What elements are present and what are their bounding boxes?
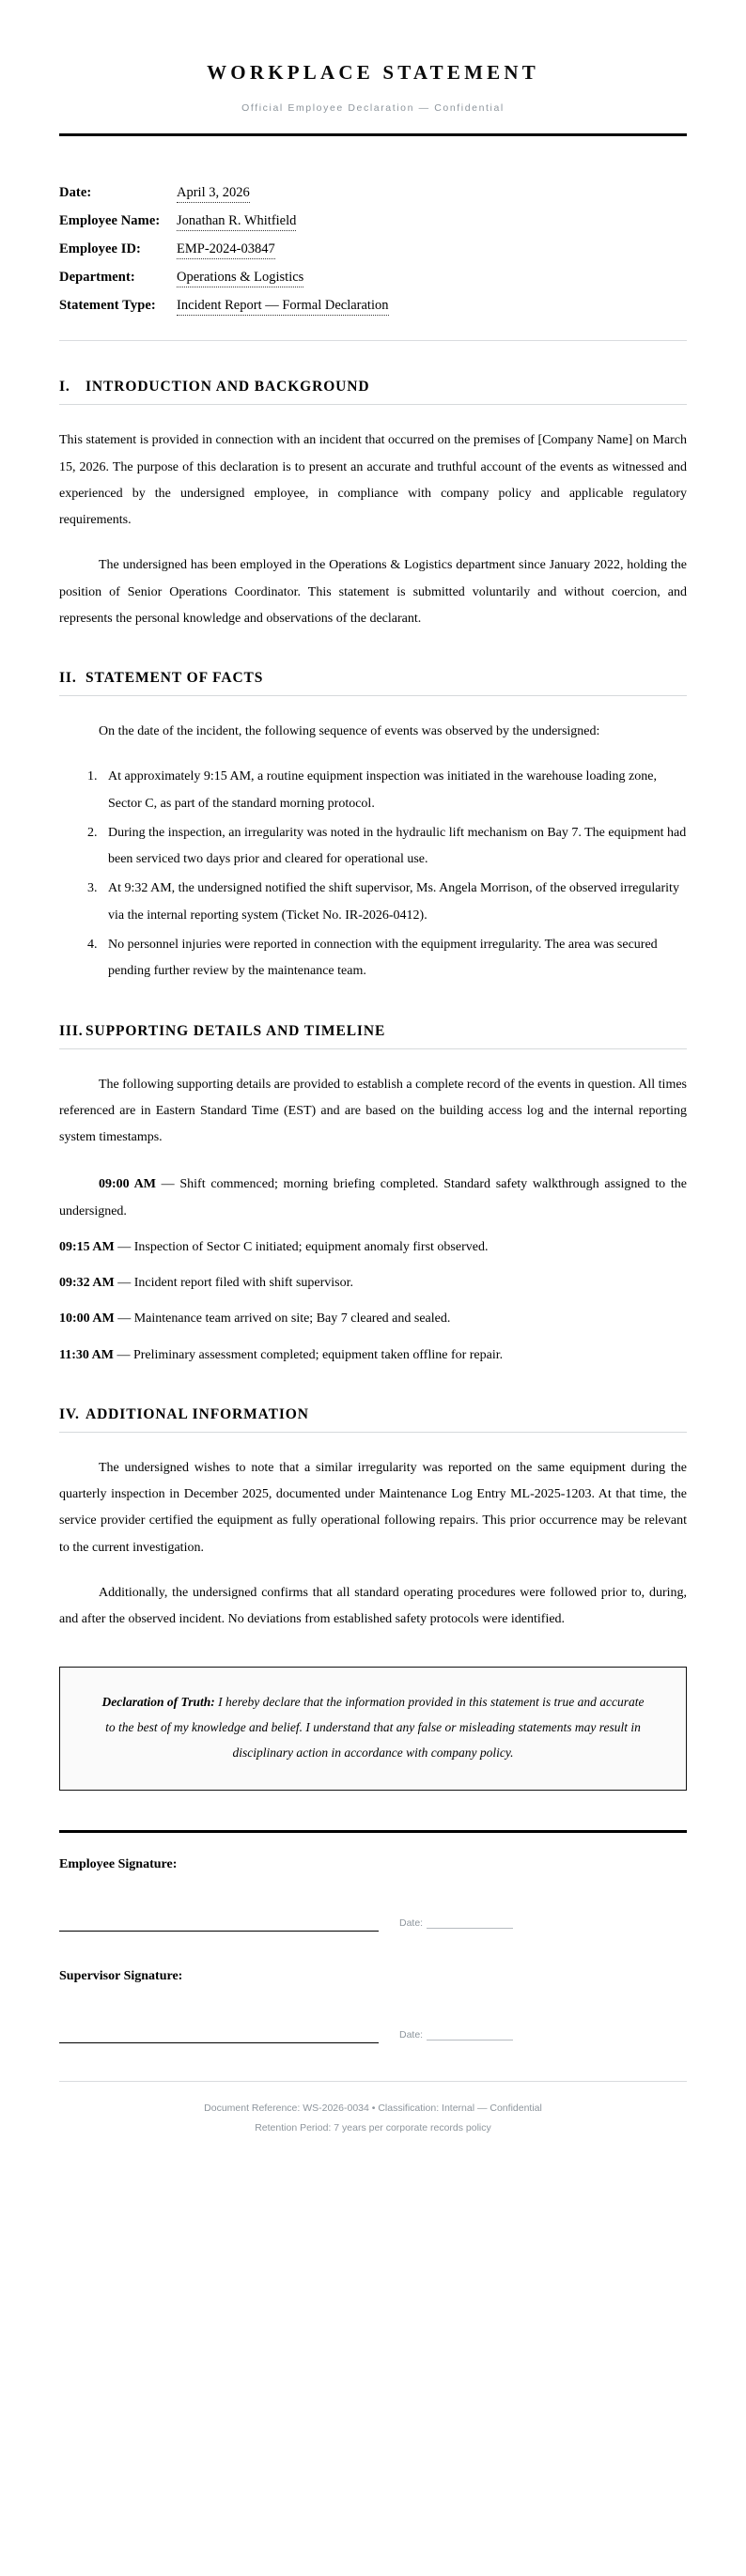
facts-list xyxy=(59,764,687,985)
section-numeral: III. xyxy=(59,1022,84,1039)
timeline-text: Maintenance team arrived on site; Bay 7 cleared and sealed. xyxy=(133,1311,451,1327)
date-blank-line[interactable] xyxy=(427,1918,513,1929)
section-numeral: IV. xyxy=(59,1405,80,1422)
declaration-of-truth-box xyxy=(59,1667,687,1791)
section-divider xyxy=(59,1048,687,1049)
declaration-body: I hereby declare that the information provided in this statement is true and accurate to the best of my knowledge and belief. I understand that any false or misleading statements may result in disciplinary action in accordance with company policy. xyxy=(105,1695,645,1761)
metadata-row-date xyxy=(59,185,687,203)
list-item: 3. At 9:32 AM, the undersigned notified the shift supervisor, Ms. Angela Morrison, of the observed irregularity via the internal reporting system (Ticket No. IR-2026-0412). xyxy=(101,876,687,929)
page-title: WORKPLACE STATEMENT xyxy=(207,61,539,84)
metadata-row-employee-id xyxy=(59,241,687,259)
metadata-value-employee-id: EMP-2024-03847 xyxy=(177,241,275,259)
section-heading-supporting-details xyxy=(59,1023,687,1040)
additional-paragraph-2: Additionally, the undersigned confirms that all standard operating procedures were followed prior to, during, and after the observed incident. No deviations from established safety protocols were identified. xyxy=(59,1585,687,1627)
section-additional-information xyxy=(59,1406,687,1634)
metadata-value-date: April 3, 2026 xyxy=(177,185,250,203)
employee-signature-label: Employee Signature: xyxy=(59,1857,178,1872)
timeline-time: 09:00 AM xyxy=(99,1177,156,1192)
document-footer xyxy=(59,2081,687,2138)
metadata-label: Employee Name: xyxy=(59,213,161,229)
section-divider xyxy=(59,404,687,405)
date-label: Date: xyxy=(399,1917,424,1930)
metadata-value-employee-name: Jonathan R. Whitfield xyxy=(177,213,296,231)
document-header xyxy=(59,60,687,136)
employee-signature-line[interactable] xyxy=(59,1931,379,1932)
section-divider xyxy=(59,695,687,696)
timeline-entry xyxy=(59,1172,687,1225)
date-blank-line[interactable] xyxy=(427,2030,513,2041)
date-label: Date: xyxy=(399,2029,424,2041)
document-subtitle: Official Employee Declaration — Confidential xyxy=(241,102,505,115)
list-item: 1. At approximately 9:15 AM, a routine equipment inspection was initiated in the warehouse loading zone, Sector C, as part of the standard morning protocol. xyxy=(101,764,687,817)
header-heavy-divider xyxy=(59,133,687,136)
section-title: ADDITIONAL INFORMATION xyxy=(85,1405,309,1422)
metadata-label: Department: xyxy=(59,270,135,286)
metadata-label: Employee ID: xyxy=(59,241,141,257)
declaration-lead-in: Declaration of Truth: xyxy=(101,1695,215,1710)
timeline-dash: — xyxy=(113,1347,133,1362)
intro-paragraph-1: This statement is provided in connection with an incident that occurred on the premises of [Company Name] on March 15, 2026. The purpose of this declaration is to present an accurate and truthful account of the events as witnessed and experienced by the undersigned employee, in compliance with company policy and applicable regulatory requirements. xyxy=(59,433,687,528)
intro-paragraph-2: The undersigned has been employed in the Operations & Logistics department since January 2022, holding the position of Senior Operations Coordinator. This statement is submitted voluntarily and without coercion, and represents the personal knowledge and observations of the declarant. xyxy=(59,558,687,626)
section-divider xyxy=(59,1432,687,1433)
metadata-label: Date: xyxy=(59,185,92,201)
metadata-block xyxy=(59,185,687,341)
timeline-text: Preliminary assessment completed; equipment taken offline for repair. xyxy=(132,1347,504,1362)
timeline-entry xyxy=(59,1270,687,1296)
section-title: SUPPORTING DETAILS AND TIMELINE xyxy=(85,1022,386,1039)
signature-section xyxy=(59,1830,687,2043)
metadata-row-statement-type xyxy=(59,298,687,316)
section-heading-additional-information xyxy=(59,1406,687,1423)
metadata-label: Statement Type: xyxy=(59,298,156,314)
section-numeral: I. xyxy=(59,379,70,396)
metadata-value-department: Operations & Logistics xyxy=(177,270,303,287)
metadata-row-employee-name xyxy=(59,213,687,231)
timeline-time: 09:15 AM xyxy=(59,1239,115,1254)
section-numeral: II. xyxy=(59,670,77,687)
footer-reference-line: Document Reference: WS-2026-0034 • Classification: Internal — Confidential xyxy=(204,2103,542,2115)
additional-paragraph-1: The undersigned wishes to note that a similar irregularity was reported on the same equipment during the quarterly inspection in December 2025, documented under Maintenance Log Entry ML-2025-1203. At that time, the service provider certified the equipment as fully operational following repairs. This prior occurrence may be relevant to the current investigation. xyxy=(59,1460,687,1555)
timeline-time: 11:30 AM xyxy=(59,1347,114,1362)
timeline-entry xyxy=(59,1234,687,1261)
timeline-text: Inspection of Sector C initiated; equipment anomaly first observed. xyxy=(133,1239,489,1254)
section-title: STATEMENT OF FACTS xyxy=(85,670,264,687)
section-statement-of-facts xyxy=(59,670,687,985)
section-heading-statement-of-facts xyxy=(59,670,687,687)
timeline-text: Incident report filed with shift supervisor. xyxy=(133,1276,354,1291)
section-heading-introduction xyxy=(59,379,687,396)
timeline-entry xyxy=(59,1306,687,1332)
timeline-dash: — xyxy=(114,1311,134,1327)
timeline-text: Shift commenced; morning briefing completed. Standard safety walkthrough assigned to the undersigned. xyxy=(59,1177,688,1218)
section-title: INTRODUCTION AND BACKGROUND xyxy=(85,379,370,396)
facts-lead-paragraph: On the date of the incident, the following sequence of events was observed by the undersigned: xyxy=(99,724,600,739)
supervisor-signature-label: Supervisor Signature: xyxy=(59,1969,183,1984)
list-item: 2. During the inspection, an irregularity was noted in the hydraulic lift mechanism on Bay 7. The equipment had been serviced two days prior and cleared for operational use. xyxy=(101,820,687,874)
signature-heavy-divider xyxy=(59,1830,687,1833)
metadata-divider xyxy=(59,340,687,341)
supervisor-signature-row xyxy=(59,2029,687,2043)
section-introduction xyxy=(59,379,687,632)
timeline-dash: — xyxy=(114,1239,134,1254)
supervisor-date-field[interactable] xyxy=(399,2029,513,2043)
timeline-dash: — xyxy=(114,1276,134,1291)
timeline-time: 10:00 AM xyxy=(59,1311,115,1327)
section-supporting-details xyxy=(59,1023,687,1369)
footer-retention-line: Retention Period: 7 years per corporate records policy xyxy=(255,2122,491,2134)
supervisor-signature-line[interactable] xyxy=(59,2042,379,2043)
footer-divider xyxy=(59,2081,687,2082)
timeline-dash: — xyxy=(155,1177,180,1192)
timeline-lead-paragraph: The following supporting details are provided to establish a complete record of the events in question. All times referenced are in Eastern Standard Time (EST) and are based on the building access log and the internal reporting system timestamps. xyxy=(59,1077,687,1145)
declaration-text xyxy=(96,1689,650,1765)
timeline-time: 09:32 AM xyxy=(59,1276,115,1291)
metadata-row-department xyxy=(59,270,687,287)
timeline-entry xyxy=(59,1342,687,1369)
employee-signature-row xyxy=(59,1917,687,1932)
timeline-list xyxy=(59,1172,687,1369)
employee-date-field[interactable] xyxy=(399,1917,513,1932)
metadata-value-statement-type: Incident Report — Formal Declaration xyxy=(177,298,389,316)
list-item: 4. No personnel injuries were reported in connection with the equipment irregularity. The area was secured pending further review by the maintenance team. xyxy=(101,932,687,985)
